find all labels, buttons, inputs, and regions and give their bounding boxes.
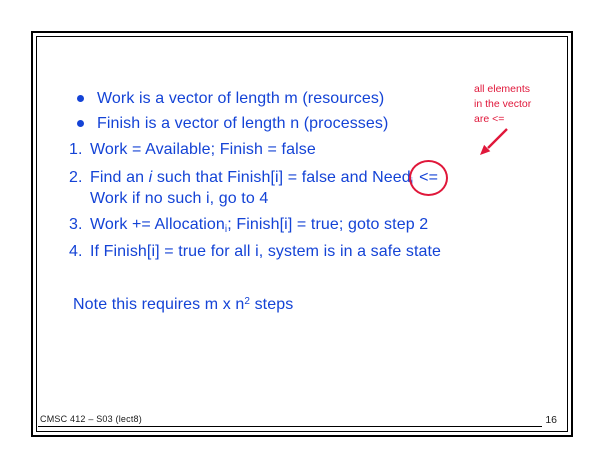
bullet-item: Finish is a vector of length n (processes) [97,115,389,132]
subscript-i: i [410,177,414,188]
page-number: 16 [545,414,557,426]
bullet-item: Work is a vector of length m (resources) [97,90,385,107]
annotation-text [474,82,531,127]
annotation-line: all elements [474,83,531,95]
annotation-line: are <= [474,113,505,125]
note-text [73,292,293,314]
slide-outer-border [31,31,573,437]
note-text-b: steps [250,296,294,313]
step-number: 1. [69,141,83,158]
step-text: Work += Allocation [90,216,225,233]
step-line-1 [69,140,316,159]
step-text: Work = Available; Finish = false [90,141,316,158]
annotation-line: in the vector [474,98,532,110]
step-number: 2. [69,169,83,186]
footer-divider [38,426,542,427]
superscript-2: 2 [244,296,251,307]
circled-lte-text: <= [419,169,439,186]
step-text-italic-i: i [148,169,153,186]
step-line-3 [69,215,428,239]
bullet-icon [77,95,84,102]
bullet-icon [77,120,84,127]
step-text: such that Finish[i] = false and Need [152,169,411,186]
step-text: Find an [90,169,149,186]
step-text: ; Finish[i] = true; goto step 2 [227,216,429,233]
note-text-a: Note this requires m x n [73,296,245,313]
step-text: If Finish[i] = true for all i, system is in a safe state [90,243,442,260]
highlight-circle [409,160,448,196]
step-number: 3. [69,216,83,233]
step-line-2-continuation: Work if no such i, go to 4 [90,190,269,207]
step-line-4 [69,242,441,261]
subscript-i: i [224,224,228,235]
footer-course-label: CMSC 412 – S03 (lect8) [40,414,142,424]
step-number: 4. [69,243,83,260]
